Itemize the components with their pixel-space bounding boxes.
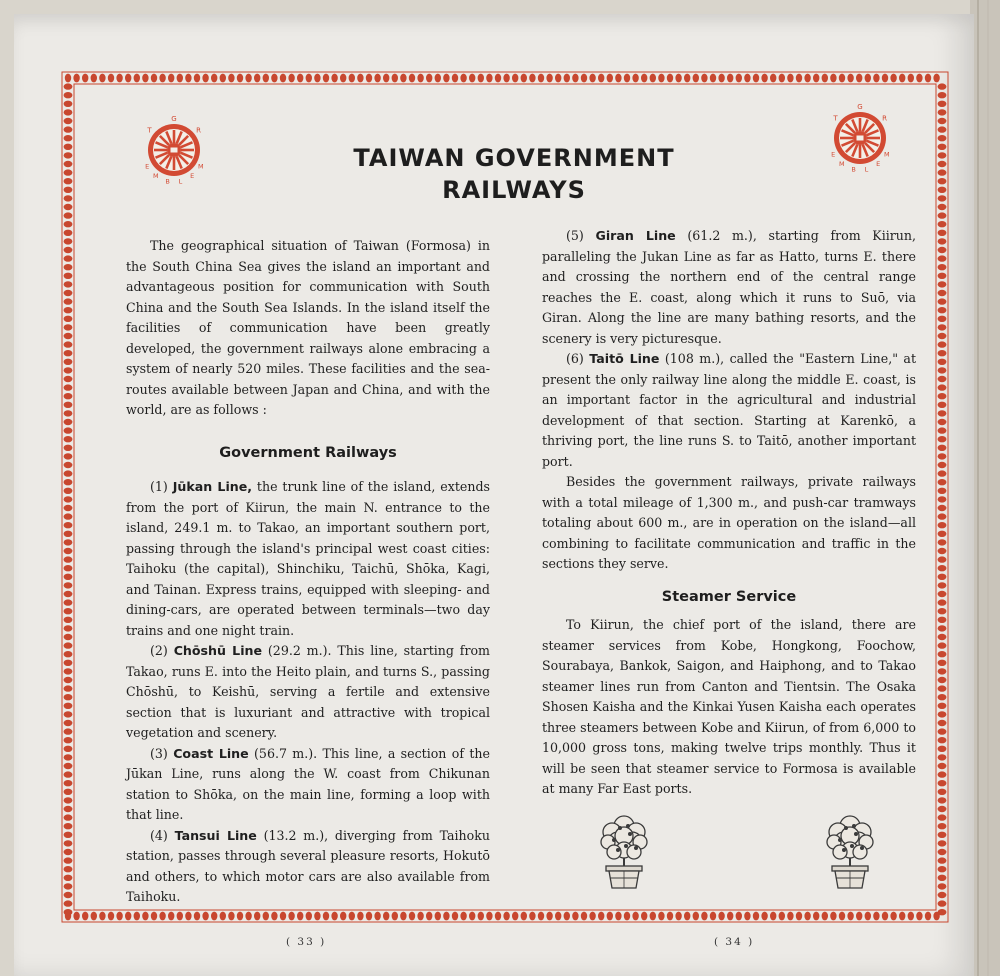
title-line-1: TAIWAN GOVERNMENT [353, 144, 675, 172]
left-column [126, 236, 490, 908]
line-6-paragraph: (6) Taitō Line (108 m.), called the "Eastern Line," at present the only railway line along the middle E. coast, is an important factor in the agricultural and industrial development of that section. Starting at Karenkō, a thriving port, the line runs S. to Taitō, another important port. [542, 351, 916, 469]
page-title [284, 142, 744, 206]
steamer-service-heading: Steamer Service [661, 588, 797, 605]
line-5-name: Giran Line [595, 228, 676, 243]
potted-tree-icon [818, 808, 882, 892]
svg-text:L: L [864, 165, 869, 174]
private-railways-paragraph: Besides the government railways, private railways with a total mileage of 1,300 m., and push-car tramways totaling about 600 m., are in operation on the island—all combining to facilitate communication and traffic in the sections they serve. [542, 474, 916, 571]
page-number-right: ( 34 ) [714, 936, 755, 948]
svg-text:G: G [857, 103, 863, 111]
line-3-paragraph: (3) Coast Line (56.7 m.). This line, a section of the Jūkan Line, runs along the W. coast from Chikunan station to Shōka, on the main line, forming a loop with that line. [126, 745, 490, 822]
page-spread [14, 14, 974, 976]
svg-text:E: E [145, 162, 150, 171]
line-3-name: Coast Line [173, 745, 249, 761]
svg-text:G: G [171, 115, 177, 123]
government-railways-heading: Government Railways [219, 444, 397, 461]
line-4-name: Tansui Line [174, 827, 257, 843]
tgr-emblem-icon [136, 106, 212, 188]
line-1-paragraph: (1) Jūkan Line, the trunk line of the island, extends from the port of Kiirun, the main N. entrance to the island, 249.1 m. to Takao, an important southern port, passing through the island's principal west coast cities: Taihoku (the capital), Shinchiku, Taichū, Shōka, Kagi, and Tainan. Express trains, equipped with sleeping- and dining-cars, are operated between terminals—two day trains and one night train. [126, 479, 490, 638]
svg-text:T: T [833, 114, 838, 123]
line-1-name: Jūkan Line, [172, 479, 253, 494]
svg-text:R: R [196, 126, 201, 135]
svg-text:B: B [851, 165, 856, 174]
potted-tree-icon [592, 808, 656, 892]
line-5-paragraph: (5) Giran Line (61.2 m.), starting from Kiirun, paralleling the Jukan Line as far as Hatto, turns E. there and crossing the northern end of the central range reaches the E. coast, along which it runs to Suō, via Giran. Along the line are many bathing resorts, and the scenery is very picturesque. [542, 228, 917, 346]
line-2-name: Chōshū Line [173, 643, 263, 658]
svg-text:M: M [884, 150, 890, 159]
line-2-paragraph: (2) Chōshū Line (29.2 m.). This line, starting from Takao, runs E. into the Heito plain, and turns S., passing Chōshū, to Keishū, serving a fertile and extensive section that is luxuriant and attractive with tropical vegetation and scenery. [126, 643, 490, 740]
svg-text:M: M [152, 172, 159, 181]
intro-paragraph: The geographical situation of Taiwan (Formosa) in the South China Sea gives the island an important and advantageous position for communication with South China and the South Sea Islands. In the island itself the facilities of communication have been greatly developed, the government railways alone embracing a system of nearly 520 miles. These facilities and the sea-routes available between Japan and China, and with the world, are as follows : [126, 238, 490, 417]
tgr-emblem-icon [822, 94, 898, 176]
svg-text:R: R [882, 114, 887, 123]
svg-text:L: L [178, 177, 183, 186]
title-line-2: RAILWAYS [442, 176, 586, 204]
svg-text:T: T [147, 126, 152, 135]
page-number-left: ( 33 ) [286, 936, 327, 948]
line-6-name: Taitō Line [589, 351, 660, 366]
svg-text:E: E [831, 150, 836, 159]
svg-text:M: M [838, 160, 845, 169]
line-4-paragraph: (4) Tansui Line (13.2 m.), diverging from Taihoku station, passes through several pleasure resorts, Hokutō and others, to which motor cars are also available from Taihoku. [126, 827, 490, 904]
svg-text:E: E [876, 160, 881, 169]
svg-text:E: E [190, 172, 195, 181]
right-column [542, 226, 916, 800]
svg-text:M: M [198, 162, 204, 171]
svg-text:B: B [165, 177, 170, 186]
steamer-paragraph: To Kiirun, the chief port of the island, there are steamer services from Kobe, Hongkong, Foochow, Sourabaya, Bankok, Saigon, and Haiphong, and to Takao steamer lines run from Canton and Tientsin. The Osaka Shosen Kaisha and the Kinkai Yusen Kaisha each operates three steamers between Kobe and Kiirun, of from 6,000 to 10,000 gross tons, making twelve trips monthly. Thus it will be seen that steamer service to Formosa is available at many Far East ports. [542, 617, 916, 796]
